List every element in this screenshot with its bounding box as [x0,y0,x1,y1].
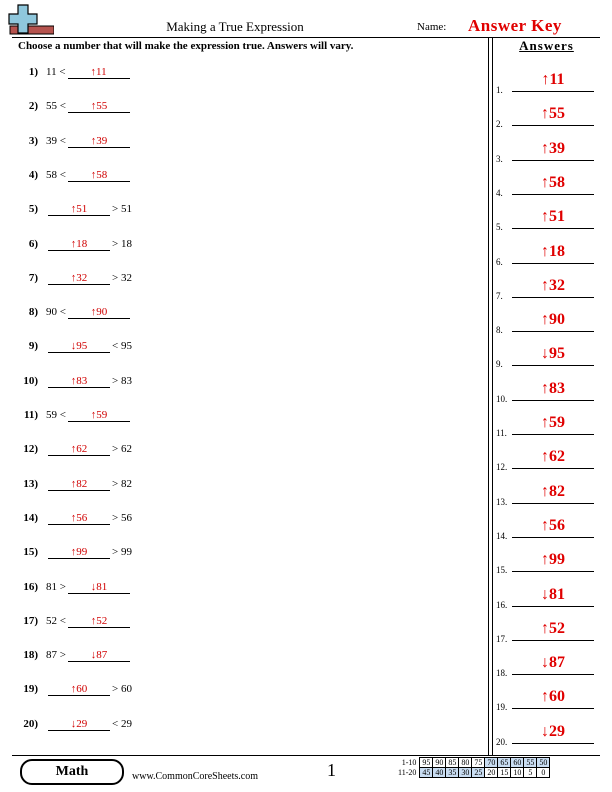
score-row [396,768,550,778]
problem-expression [46,649,132,662]
answer-number: 15. [496,565,508,576]
problem-number: 17) [23,614,38,627]
problem-number: 20) [23,717,38,730]
answer-blank[interactable]: ↑39 [68,135,130,148]
expression-left: 58 < [46,168,66,181]
score-cell: 35 [446,768,459,778]
problem-number: 16) [23,580,38,593]
answer-row [496,208,600,232]
answer-blank[interactable]: ↑58 [68,169,130,182]
answer-blank[interactable]: ↑82 [48,478,110,491]
answer-value[interactable]: ↑59 [512,414,594,435]
score-cell: 30 [459,768,472,778]
answer-blank[interactable]: ↑62 [48,443,110,456]
score-cell: 80 [459,758,472,768]
answer-row [496,723,600,747]
answers-heading: Answers [519,38,574,53]
answer-value[interactable]: ↑52 [512,620,594,641]
answer-blank[interactable]: ↓29 [48,718,110,731]
problem-number: 12) [23,443,38,456]
website-link[interactable]: www.CommonCoreSheets.com [132,771,259,782]
worksheet-title: Making a True Expression [166,19,304,34]
answer-number: 4. [496,187,503,198]
expression-right: > 18 [112,237,132,250]
problem-number: 10) [23,374,38,387]
answer-blank[interactable]: ↑55 [68,100,130,113]
answer-row [496,174,600,198]
column-divider [492,37,493,755]
expression-right: > 32 [112,271,132,284]
answer-value[interactable]: ↑32 [512,277,594,298]
answer-value[interactable]: ↑90 [512,311,594,332]
answer-blank[interactable]: ↑52 [68,615,130,628]
answer-row [496,483,600,507]
answer-blank[interactable]: ↑90 [68,306,130,319]
answer-value[interactable]: ↑56 [512,517,594,538]
expression-right: < 29 [112,717,132,730]
answer-blank[interactable]: ↑51 [48,203,110,216]
answer-number: 8. [496,325,503,336]
score-range-label: 1-10 [401,758,417,767]
problem-expression [46,443,132,456]
expression-left: 87 > [46,649,66,662]
answer-number: 18. [496,668,508,679]
answer-row [496,551,600,575]
score-cell: 90 [433,758,446,768]
score-cell: 85 [446,758,459,768]
score-cell: 15 [498,768,511,778]
answer-value[interactable]: ↑51 [512,208,594,229]
answer-blank[interactable]: ↓87 [68,649,130,662]
answer-blank[interactable]: ↑83 [48,375,110,388]
answer-row [496,517,600,541]
problem-expression [46,272,132,285]
answer-number: 20. [496,736,508,747]
answer-row [496,448,600,472]
score-cell: 95 [420,758,433,768]
expression-right: > 83 [112,374,132,387]
answer-blank[interactable]: ↑99 [48,546,110,559]
problem-expression [46,100,132,113]
answer-number: 12. [496,462,508,473]
problem-expression [46,135,132,148]
answer-value[interactable]: ↑11 [512,71,594,92]
answer-key-label: Answer Key [468,16,562,35]
answer-number: 19. [496,702,508,713]
answer-row [496,688,600,712]
score-row [396,758,550,768]
score-cell: 65 [498,758,511,768]
score-cell: 55 [524,758,537,768]
answer-row [496,345,600,369]
problem-expression [46,169,132,182]
expression-left: 59 < [46,409,66,421]
answer-number: 7. [496,290,503,301]
answer-row [496,380,600,404]
problem-number: 11) [23,409,38,421]
answer-number: 9. [496,359,503,370]
problem-expression [46,409,132,422]
expression-left: 39 < [46,134,66,147]
problem-number: 19) [23,683,38,696]
expression-left: 52 < [46,614,66,627]
answer-number: 10. [496,393,508,404]
expression-right: < 95 [112,340,132,353]
problem-expression [46,203,132,216]
answer-row [496,71,600,95]
answer-number: 1. [496,85,503,95]
footer-divider [12,755,600,756]
score-cell: 5 [524,768,537,778]
problem-number: 9) [28,340,38,353]
expression-right: > 51 [112,203,132,216]
score-table [396,757,550,778]
problem-number: 15) [23,546,38,559]
problem-expression [46,375,132,388]
problem-expression [46,238,132,251]
subject-badge: Math [20,759,124,785]
answer-number: 6. [496,256,503,267]
answer-value[interactable]: ↑39 [512,140,594,161]
problem-number: 13) [23,477,38,490]
answer-blank[interactable]: ↑59 [68,409,130,422]
expression-right: > 62 [112,443,132,456]
answer-blank[interactable]: ↑56 [48,512,110,525]
answer-blank[interactable]: ↑32 [48,272,110,285]
score-range-label: 11-20 [398,768,417,777]
score-cell: 40 [433,768,446,778]
name-label: Name: [417,21,447,33]
answer-value[interactable]: ↑55 [512,105,594,126]
answer-row [496,243,600,267]
answer-number: 5. [496,222,503,233]
problem-number: 18) [23,649,38,662]
instructions: Choose a number that will make the expression true. Answers will vary. [18,40,354,52]
problem-number: 3) [28,134,38,147]
answer-number: 17. [496,633,508,644]
answer-value[interactable]: ↑62 [512,448,594,469]
answer-row [496,311,600,335]
answer-row [496,277,600,301]
answer-blank[interactable]: ↑18 [48,238,110,251]
answer-value[interactable]: ↓29 [512,723,594,744]
expression-right: > 82 [112,477,132,490]
answer-value[interactable]: ↓95 [512,345,594,366]
problem-expression [46,306,132,319]
score-cell: 0 [537,768,550,778]
answer-value[interactable]: ↑60 [512,688,594,709]
score-cell: 25 [472,768,485,778]
answer-blank[interactable]: ↓81 [68,581,130,594]
expression-right: > 60 [112,683,132,696]
problem-expression [46,340,132,353]
answer-blank[interactable]: ↓95 [48,340,110,353]
expression-left: 11 < [46,66,66,78]
problem-number: 7) [28,271,38,284]
score-cell: 75 [472,758,485,768]
column-divider [488,37,489,755]
problem-expression [46,478,132,491]
problem-expression [46,512,132,525]
answer-row [496,140,600,164]
score-cell: 45 [420,768,433,778]
problem-number: 14) [23,511,38,524]
expression-left: 90 < [46,306,66,319]
score-cell: 10 [511,768,524,778]
problem-expression [46,546,132,559]
expression-left: 81 > [46,580,66,593]
answer-value[interactable]: ↑99 [512,551,594,572]
answer-row [496,586,600,610]
problem-expression [46,615,132,628]
answer-number: 16. [496,599,508,610]
answer-number: 11. [496,428,507,438]
problem-expression [46,718,132,731]
answer-value[interactable]: ↑18 [512,243,594,264]
expression-right: > 56 [112,511,132,524]
answer-row [496,414,600,438]
problem-number: 1) [28,66,38,78]
answer-value[interactable]: ↑82 [512,483,594,504]
expression-right: > 99 [112,546,132,559]
problem-expression [46,66,132,79]
problem-number: 6) [28,237,38,250]
page-number: 1 [327,760,336,780]
answer-number: 14. [496,530,508,541]
problem-expression [46,581,132,594]
answer-value[interactable]: ↓87 [512,654,594,675]
score-cell: 20 [485,768,498,778]
answer-value[interactable]: ↑58 [512,174,594,195]
problem-expression [46,683,132,696]
answer-blank[interactable]: ↑11 [68,66,130,79]
answer-blank[interactable]: ↑60 [48,683,110,696]
answer-row [496,105,600,129]
answer-number: 2. [496,119,503,130]
answer-row [496,654,600,678]
score-cell: 70 [485,758,498,768]
expression-left: 55 < [46,100,66,113]
score-cell: 60 [511,758,524,768]
answer-row [496,620,600,644]
problem-number: 2) [28,100,38,113]
problem-number: 5) [28,203,38,216]
problem-number: 4) [28,168,38,181]
score-cell: 50 [537,758,550,768]
problem-number: 8) [28,306,38,319]
answer-number: 13. [496,496,508,507]
answer-value[interactable]: ↑83 [512,380,594,401]
answer-number: 3. [496,153,503,164]
answer-value[interactable]: ↓81 [512,586,594,607]
